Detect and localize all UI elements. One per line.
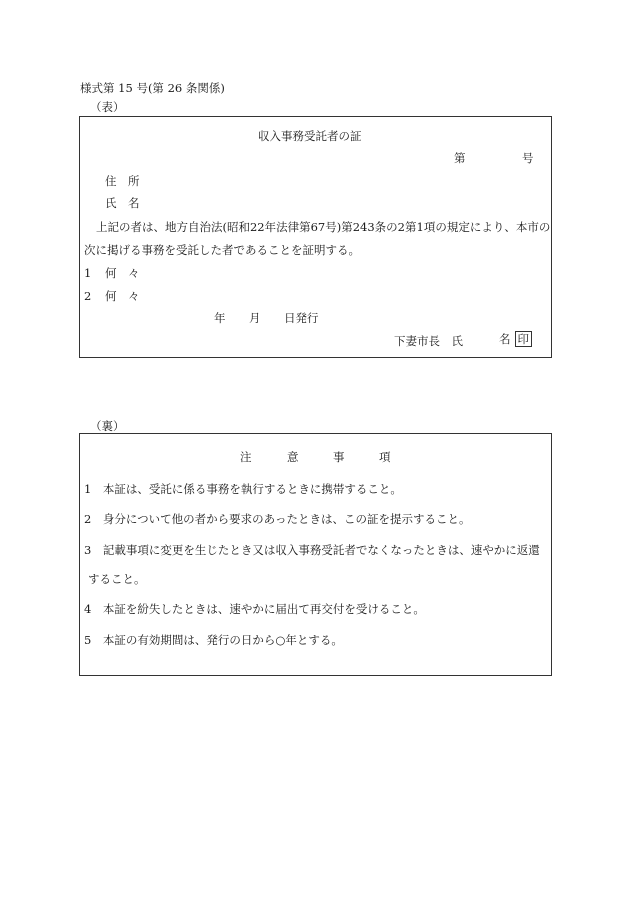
note-4: 4 本証を紛失したときは、速やかに届出て再交付を受けること。 [84, 602, 425, 616]
note-1: 1 本証は、受託に係る事務を執行するときに携帯すること。 [84, 482, 402, 496]
notes-heading-3: 事 [333, 450, 345, 464]
issue-year: 年 [214, 311, 226, 325]
note-2: 2 身分について他の者から要求のあったときは、この証を提示すること。 [84, 512, 471, 526]
body-line-2: 次に掲げる事務を受託した者であることを証明する。 [84, 243, 360, 257]
issuer-signature [499, 331, 532, 347]
name-label: 氏 名 [105, 196, 140, 210]
notes-heading-4: 項 [379, 450, 391, 464]
issue-month: 月 [249, 311, 261, 325]
seal-stamp: 印 [515, 331, 533, 347]
address-label: 住 所 [105, 174, 140, 188]
issue-day: 日発行 [284, 311, 319, 325]
back-label: （裏） [90, 419, 125, 433]
note-3: 3 記載事項に変更を生じたとき又は収入事務受託者でなくなったときは、速やかに返還 [84, 543, 540, 557]
item-1-number: 1 [84, 266, 92, 280]
item-1-text: 何 々 [104, 266, 140, 280]
item-2-number: 2 [84, 289, 92, 303]
certificate-title: 収入事務受託者の証 [258, 129, 362, 143]
number-prefix: 第 [454, 151, 466, 165]
item-2-text: 何 々 [104, 289, 140, 303]
issuer-name-label: 名 [499, 332, 511, 346]
note-3-continued: すること。 [88, 572, 146, 586]
issuer-title: 下妻市長 氏 [394, 334, 463, 348]
item-1 [84, 265, 139, 281]
item-2 [84, 288, 139, 304]
front-label: （表） [90, 100, 125, 114]
notes-heading-1: 注 [240, 450, 252, 464]
form-number: 様式第 15 号(第 26 条関係) [80, 81, 225, 95]
number-suffix: 号 [522, 151, 534, 165]
note-5: 5 本証の有効期間は、発行の日から○年とする。 [84, 633, 343, 647]
body-line-1: 上記の者は、地方自治法(昭和22年法律第67号)第243条の2第1項の規定により、本市の [96, 220, 551, 234]
notes-heading-2: 意 [287, 450, 299, 464]
